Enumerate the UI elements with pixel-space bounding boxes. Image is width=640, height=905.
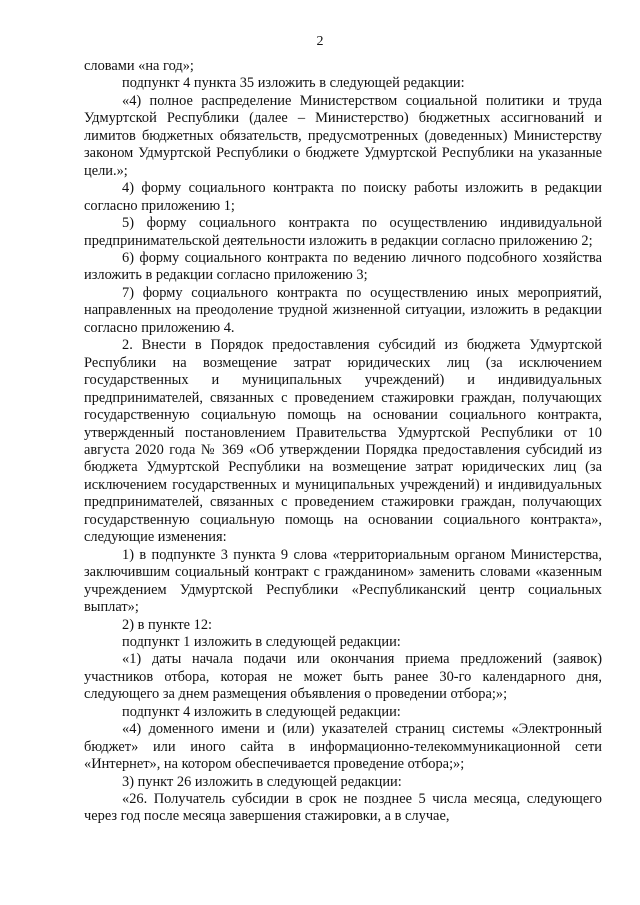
paragraph-10: 2) в пункте 12: <box>122 616 213 633</box>
paragraph-7: 7) форму социального контракта по осуществлению иных мероприятий, направленных на преодоление трудной жизненной ситуации, изложить в редакции согласно приложению 4. <box>84 284 602 336</box>
paragraph-2: подпункт 4 пункта 35 изложить в следующей редакции: <box>122 75 465 92</box>
paragraph-11: подпункт 1 изложить в следующей редакции: <box>122 633 401 650</box>
paragraph-1: словами «на год»; <box>84 58 194 74</box>
paragraph-3: «4) полное распределение Министерством социальной политики и труда Удмуртской Республики (далее – Министерство) бюджетных ассигнований и лимитов бюджетных обязательств, предусмотренных (доведенных) Министерству законом Удмуртской Республики о бюджете Удмуртской Республики на указанные цели.»; <box>84 92 602 179</box>
paragraph-4: 4) форму социального контракта по поиску работы изложить в редакции согласно приложению 1; <box>84 180 602 214</box>
paragraph-13: подпункт 4 изложить в следующей редакции: <box>122 703 401 720</box>
paragraph-14: «4) доменного имени и (или) указателей страниц системы «Электронный бюджет» или иного сайта в информационно-телекоммуникационной сети «Интернет», на котором обеспечивается проведение отбора;»; <box>84 721 602 773</box>
paragraph-8: 2. Внести в Порядок предоставления субсидий из бюджета Удмуртской Республики на возмещение затрат юридических лиц (за исключением государственных и муниципальных учреждений) и индивидуальных предпринимателей, связанных с проведением стажировки граждан, получающих государственную социальную помощь на основании социального контракта, утвержденный постановлением Правительства Удмуртской Республики от 10 августа 2020 года № 369 «Об утверждении Порядка предоставления субсидий из бюджета Удмуртской Республики на возмещение затрат юридических лиц (за исключением государственных и муниципальных учреждений) и индивидуальных предпринимателей, связанных с проведением стажировки граждан, получающих государственную социальную помощь на основании социального контракта», следующие изменения: <box>84 337 602 546</box>
paragraph-12: «1) даты начала подачи или окончания приема предложений (заявок) участников отбора, которая не может быть ранее 30-го календарного дня, следующего за днем размещения объявления о проведении отбора;»; <box>84 651 602 703</box>
page-number: 2 <box>316 34 324 49</box>
paragraph-16: «26. Получатель субсидии в срок не позднее 5 числа месяца, следующего через год после месяца завершения стажировки, а в случае, <box>84 791 602 825</box>
paragraph-9: 1) в подпункте 3 пункта 9 слова «территориальным органом Министерства, заключившим социальный контракт с гражданином» заменить словами «казенным учреждением Удмуртской Республики «Республиканский центр социальных выплат»; <box>84 546 602 616</box>
paragraph-6: 6) форму социального контракта по ведению личного подсобного хозяйства изложить в редакции согласно приложению 3; <box>84 249 602 284</box>
document-body <box>84 58 602 826</box>
paragraph-15: 3) пункт 26 изложить в следующей редакции: <box>122 773 402 790</box>
paragraph-5: 5) форму социального контракта по осуществлению индивидуальной предпринимательской деятельности изложить в редакции согласно приложению 2; <box>84 215 602 249</box>
